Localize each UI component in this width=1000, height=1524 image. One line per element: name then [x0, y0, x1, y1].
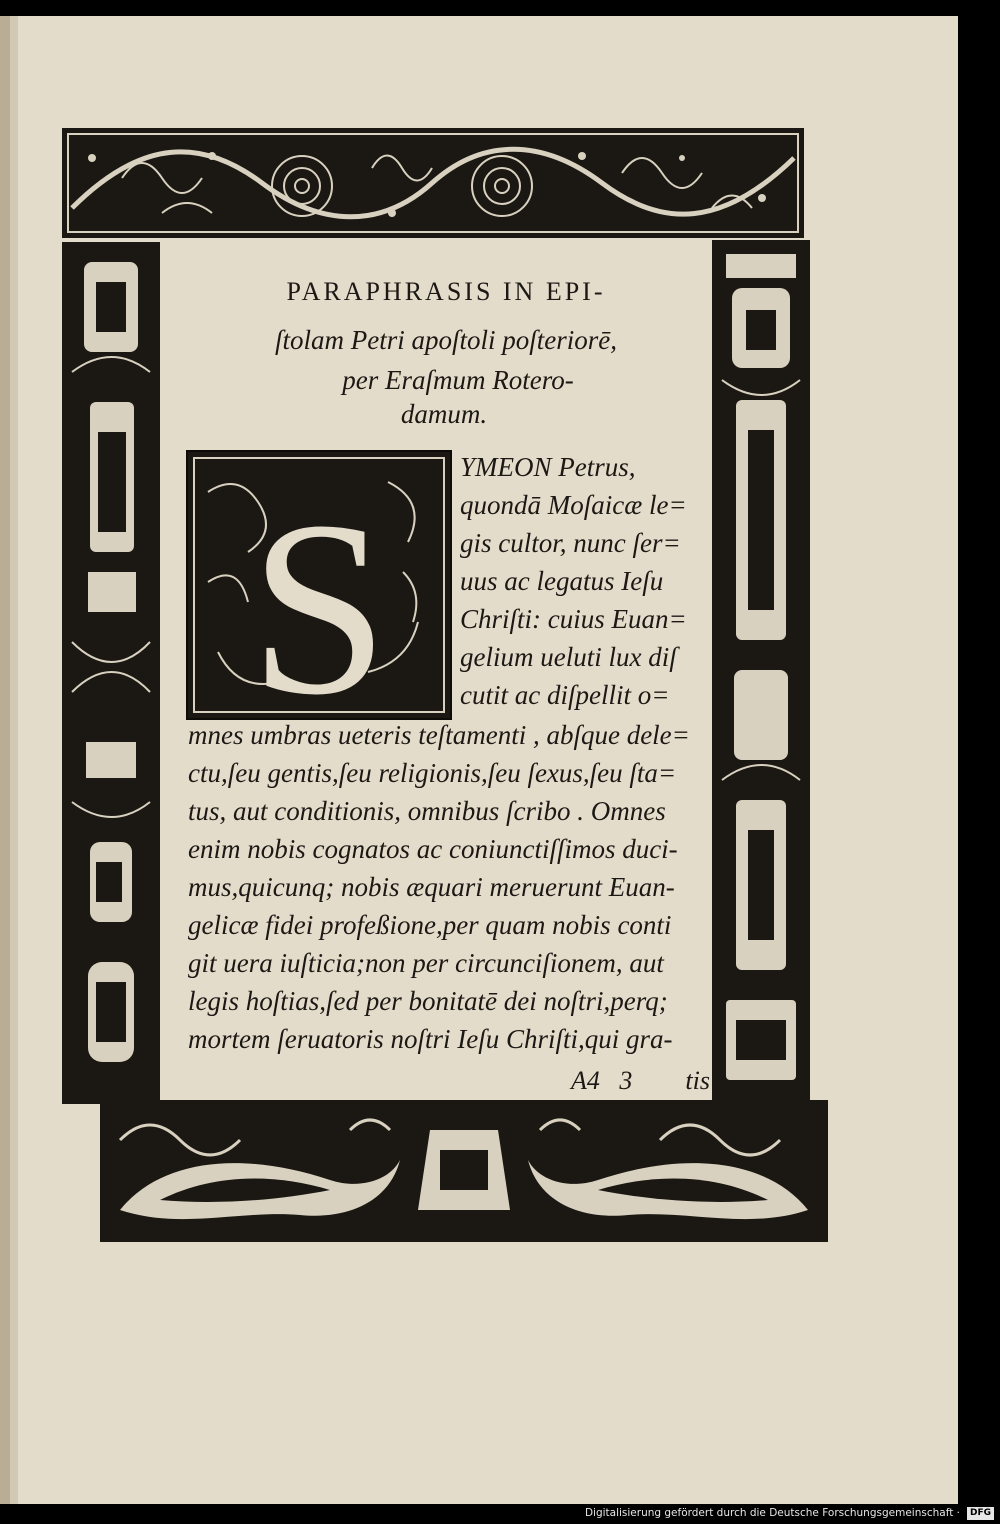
text-block	[178, 232, 714, 1112]
signature-mark: A4 3	[571, 1066, 633, 1095]
signature-catchword-line	[571, 1066, 710, 1096]
left-column-woodcut	[62, 242, 160, 1104]
initial-letter: S	[249, 470, 389, 718]
catchword: tis	[685, 1066, 710, 1095]
body-line: cutit ac diſpellit o=	[460, 680, 670, 710]
body-line: gelium ueluti lux diſ	[460, 642, 677, 672]
decorated-initial	[186, 450, 452, 720]
body-line: uus ac legatus Ieſu	[460, 566, 664, 596]
body-line: tus, aut conditionis, omnibus ſcribo . Omnes	[188, 796, 666, 826]
body-line: quondā Moſaicæ le=	[460, 490, 687, 520]
body-line: ctu,ſeu gentis,ſeu religionis,ſeu ſexus,ſeu ſta=	[188, 758, 677, 788]
bottom-woodcut-border	[100, 1100, 828, 1242]
right-column-woodcut	[712, 240, 810, 1102]
title-line-1: PARAPHRASIS IN EPI‑	[286, 277, 606, 306]
top-woodcut-border	[62, 128, 804, 238]
credit-bar	[0, 1504, 1000, 1524]
body-line: git uera iuſticia;non per circunciſionem, aut	[188, 948, 664, 978]
page-gutter	[0, 16, 10, 1504]
body-line: mnes umbras ueteris teſtamenti , abſque dele=	[188, 720, 690, 750]
title-line-2: ſtolam Petri apoſtoli poſteriorē,	[275, 325, 617, 355]
title-line-3: per Eraſmum Rotero‑	[342, 365, 574, 395]
funding-credit: Digitalisierung gefördert durch die Deutsche Forschungsgemeinschaft ·	[584, 1507, 960, 1519]
body-line: Chriſti: cuius Euan=	[460, 604, 687, 634]
body-line: YMEON Petrus,	[460, 452, 636, 482]
body-line: gis cultor, nunc ſer=	[460, 528, 681, 558]
body-line: mus,quicunq; nobis æquari meruerunt Euan‑	[188, 872, 675, 902]
body-line: gelicæ fidei profeßione,per quam nobis conti	[188, 910, 672, 940]
dfg-logo: DFG	[967, 1507, 994, 1520]
page-gutter-shadow	[10, 16, 18, 1504]
title-line-4: damum.	[400, 399, 488, 429]
body-line: enim nobis cognatos ac coniunctiſſimos duci‑	[188, 834, 678, 864]
body-line: legis hoſtias,ſed per bonitatē dei noſtri,perq;	[188, 986, 668, 1016]
body-line: mortem ſeruatoris noſtri Ieſu Chriſti,qui gra‑	[188, 1024, 673, 1054]
